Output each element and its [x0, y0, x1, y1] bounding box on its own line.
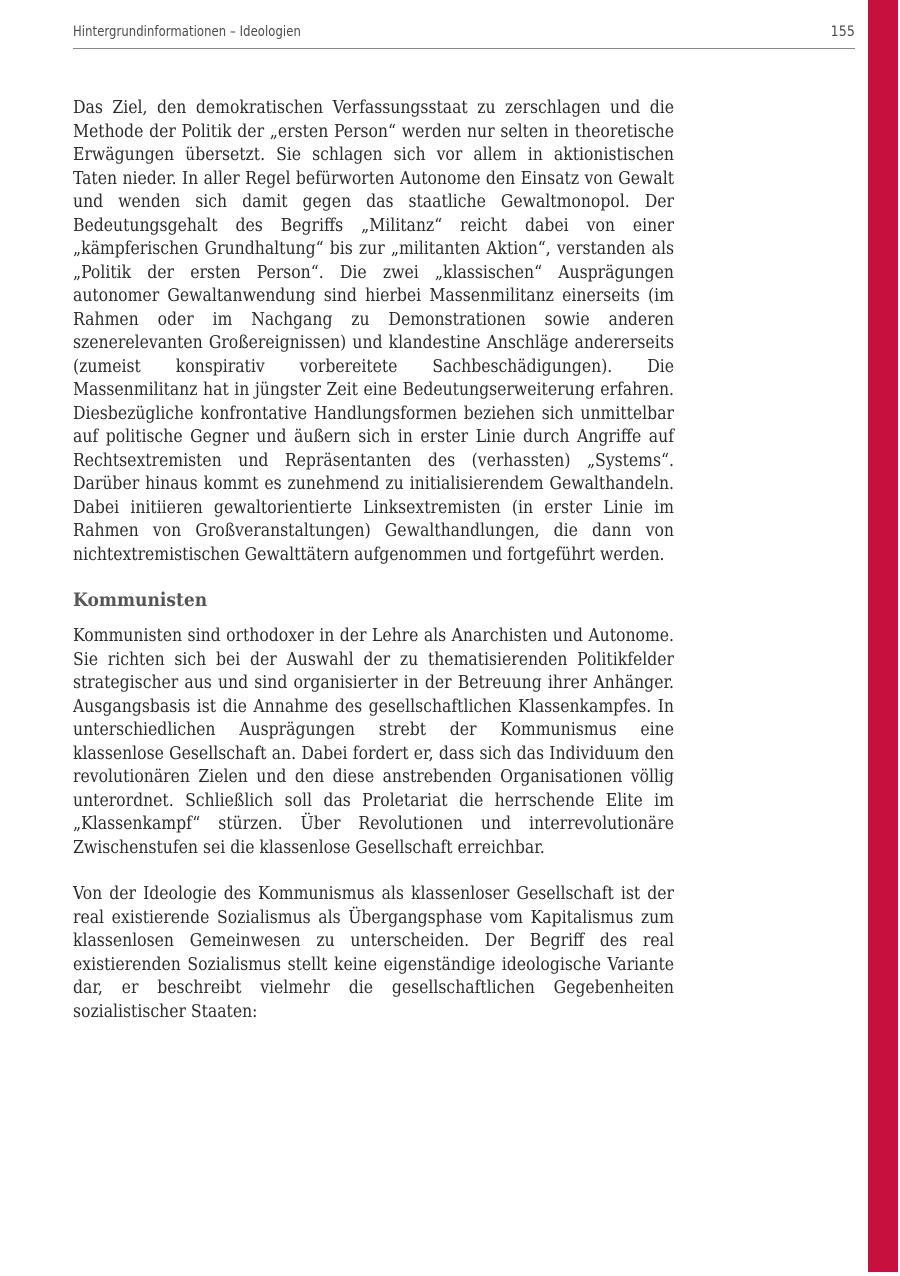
section-heading-kommunisten: Kommunisten [73, 589, 208, 611]
paragraph-sozialismus: Von der Ideologie des Kommunismus als klassenloser Gesellschaft ist der real existierende Sozialismus als Übergangsphase vom Kapitalismus zum klassenlosen Gemeinwesen zu unterscheiden. Der Begriff des real existierenden Sozialismus stellt keine eigenständige ideologische Variante dar, er beschreibt vielmehr die gesellschaftlichen Gegebenheiten sozialistischer Staaten: [73, 884, 674, 1022]
page-body [73, 97, 674, 1024]
paragraph-militanz: Das Ziel, den demokratischen Verfassungsstaat zu zerschlagen und die Methode der Politik der „ersten Person“ werden nur selten in theoretische Erwägungen übersetzt. Sie schlagen sich vor allem in aktionistischen Taten nieder. In aller Regel befürworten Autonome den Einsatz von Gewalt und wenden sich damit gegen das staatliche Gewaltmonopol. Der Bedeutungsgehalt des Begriffs „Militanz“ reicht dabei von einer „kämpferischen Grundhaltung“ bis zur „militanten Aktion“, verstanden als „Politik der ersten Person“. Die zwei „klassischen“ Ausprägungen autonomer Gewaltanwendung sind hierbei Massenmilitanz einerseits (im Rahmen oder im Nachgang zu Demonstrationen sowie anderen szenerelevanten Großereignissen) und klandestine Anschläge andererseits (zumeist konspirativ vorbereitete Sachbeschädigungen). Die Massenmilitanz hat in jüngster Zeit eine Bedeutungserweiterung erfahren. Diesbezügliche konfrontative Handlungsformen beziehen sich unmittelbar auf politische Gegner und äußern sich in erster Linie durch Angriffe auf Rechtsextremisten und Repräsentanten des (verhassten) „Systems“. Darüber hinaus kommt es zunehmend zu initialisierendem Gewalthandeln. Dabei initiieren gewaltorientierte Linksextremisten (in erster Linie im Rahmen von Großveranstaltungen) Gewalthandlungen, die dann von nichtextremistischen Gewalttätern aufgenommen und fortgeführt werden. [73, 98, 674, 565]
running-header [73, 24, 855, 49]
red-margin-bar [868, 0, 898, 1272]
paragraph-kommunisten: Kommunisten sind orthodoxer in der Lehre als Anarchisten und Autonome. Sie richten sich bei der Auswahl der zu thematisierenden Politikfelder strategischer aus und sind organisierter in der Betreuung ihrer Anhänger. Ausgangsbasis ist die Annahme des gesellschaftlichen Klassenkampfes. In unterschiedlichen Ausprägungen strebt der Kommunismus eine klassenlose Gesellschaft an. Dabei fordert er, dass sich das Individuum den revolutionären Zielen und den diese anstrebenden Organisationen völlig unterordnet. Schließlich soll das Proletariat die herrschende Elite im „Klassenkampf“ stürzen. Über Revolutionen und interrevolutionäre Zwischenstufen sei die klassenlose Gesellschaft erreichbar. [73, 626, 674, 858]
paragraph-spacer [73, 860, 674, 883]
page-number: 155 [830, 24, 855, 40]
running-title: Hintergrundinformationen – Ideologien [73, 24, 301, 40]
